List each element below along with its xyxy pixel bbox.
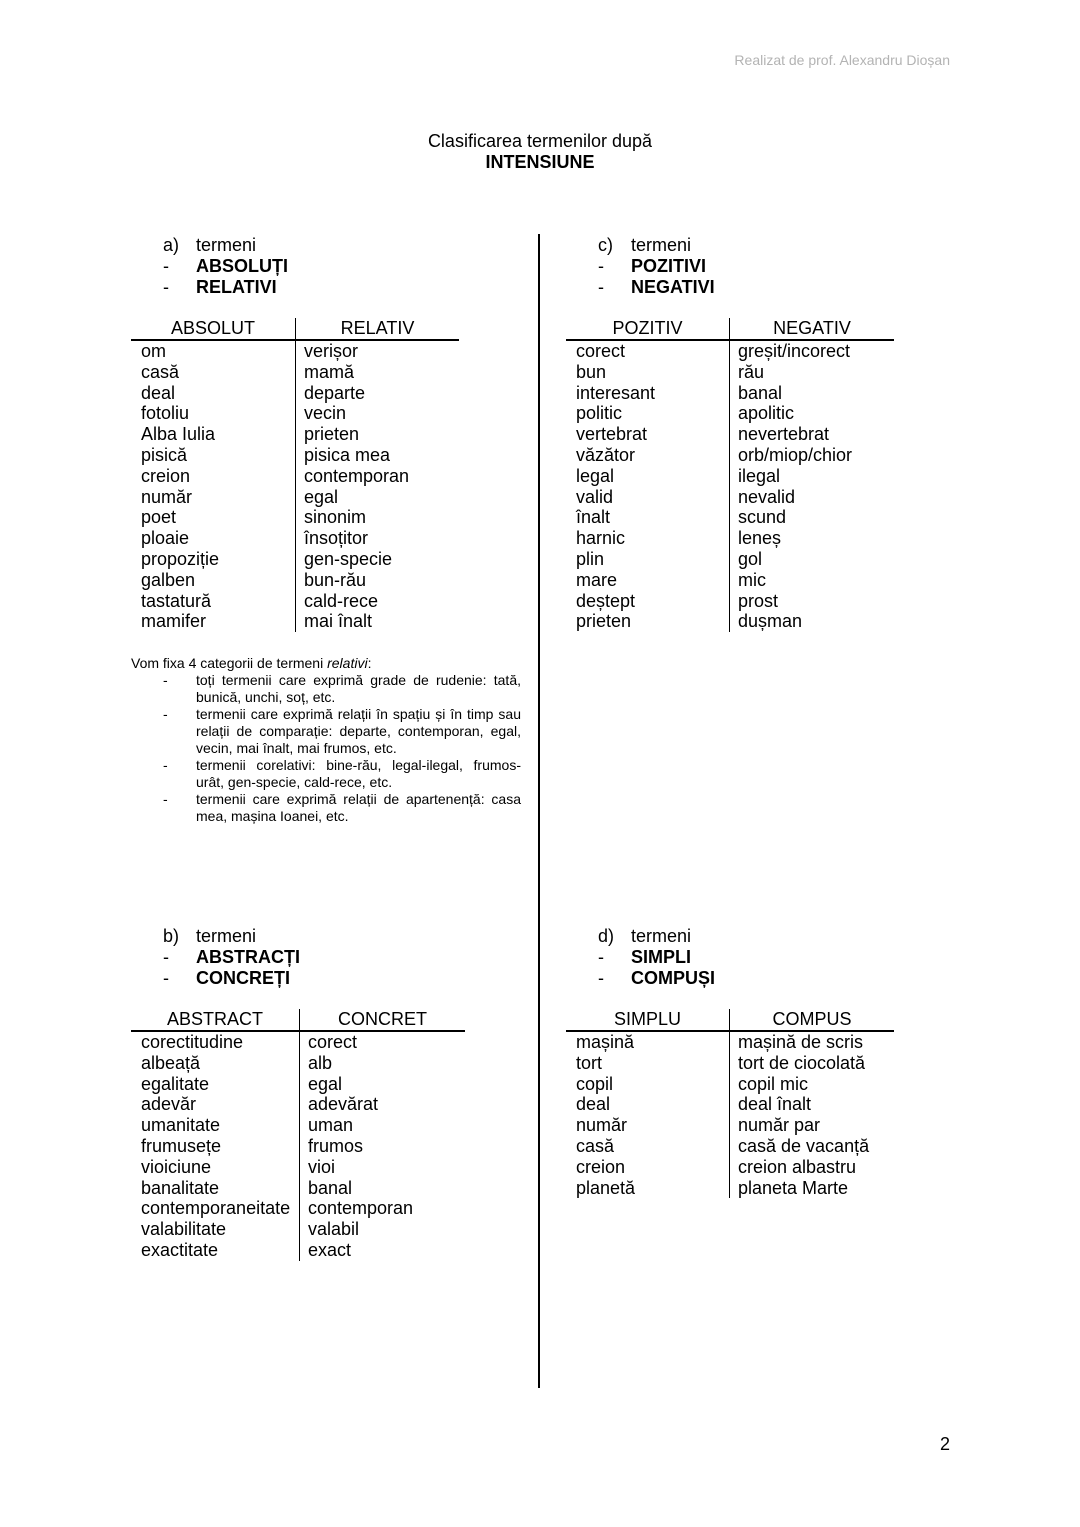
section-d-term: copil [576, 1073, 614, 1094]
section-b-counterpart: adevărat [300, 1094, 466, 1115]
section-a-row [131, 591, 459, 612]
section-d-term: casă [576, 1135, 615, 1156]
section-a-intro: termeni [196, 235, 257, 255]
section-b-row [131, 1031, 465, 1053]
section-b [130, 926, 300, 989]
section-a-counterpart: pisica mea [296, 445, 460, 466]
section-a-col1-header: ABSOLUT [131, 318, 296, 340]
section-b-counterpart: vioi [300, 1157, 466, 1178]
section-d-col2-header: COMPUS [730, 1009, 895, 1031]
section-c [565, 235, 715, 298]
section-b-counterpart: valabil [300, 1219, 466, 1240]
section-a-row [131, 362, 459, 383]
section-a-row [131, 528, 459, 549]
section-d-table-wrap [566, 1009, 894, 1198]
notes-item-text: toți termenii care exprimă grade de rudenie: tată, bunică, unchi, soț, etc. [196, 672, 521, 705]
notes-dash: - [163, 672, 168, 688]
section-a-counterpart: însoțitor [296, 528, 460, 549]
section-d-counterpart: deal înalt [730, 1094, 895, 1115]
section-a-table-wrap [131, 318, 459, 632]
section-c-row [566, 528, 894, 549]
section-b-row [131, 1157, 465, 1178]
section-b-item-2: CONCREȚI [196, 968, 290, 988]
section-a-counterpart: egal [296, 487, 460, 508]
section-b-row [131, 1178, 465, 1199]
section-a-term: propoziție [141, 548, 220, 569]
section-c-counterpart: apolitic [730, 403, 895, 424]
section-c-counterpart: leneș [730, 528, 895, 549]
section-d-row [566, 1136, 894, 1157]
section-a-marker: a) [163, 235, 180, 255]
section-c-row [566, 466, 894, 487]
section-a-row [131, 383, 459, 404]
section-c-table-wrap [566, 318, 894, 632]
section-b-marker: b) [163, 926, 180, 946]
section-a-counterpart: gen-specie [296, 549, 460, 570]
section-c-term: interesant [576, 382, 656, 403]
notes-intro-suffix: : [367, 655, 372, 671]
section-d-row [566, 1115, 894, 1136]
section-b-table [131, 1009, 465, 1261]
section-c-term: legal [576, 465, 615, 486]
section-c-marker: c) [598, 235, 613, 255]
notes-dash: - [163, 706, 168, 722]
section-c-term: înalt [576, 507, 611, 528]
section-a-counterpart: mai înalt [296, 611, 460, 632]
section-a-counterpart: verișor [296, 340, 460, 362]
section-b-col1-header: ABSTRACT [131, 1009, 300, 1031]
section-c-counterpart: nevertebrat [730, 424, 895, 445]
section-b-counterpart: egal [300, 1074, 466, 1095]
section-d-counterpart: mașină de scris [730, 1031, 895, 1053]
notes-item [131, 706, 521, 757]
section-c-counterpart: scund [730, 507, 895, 528]
section-c-row [566, 403, 894, 424]
section-b-term: vioiciune [141, 1156, 212, 1177]
notes-item [131, 791, 521, 825]
page-title [0, 131, 1080, 173]
section-d-term: număr [576, 1115, 628, 1136]
section-b-row [131, 1136, 465, 1157]
section-a-counterpart: bun-rău [296, 570, 460, 591]
section-b-term: banalitate [141, 1177, 220, 1198]
section-c-term: deștept [576, 590, 636, 611]
section-b-row [131, 1198, 465, 1219]
section-b-counterpart: alb [300, 1053, 466, 1074]
section-d-row [566, 1074, 894, 1095]
section-c-row [566, 549, 894, 570]
section-d-counterpart: casă de vacanță [730, 1136, 895, 1157]
section-a-term: om [141, 341, 167, 361]
section-a-counterpart: mamă [296, 362, 460, 383]
section-b-table-wrap [131, 1009, 465, 1261]
section-c-row [566, 445, 894, 466]
section-a-term: Alba Iulia [141, 424, 216, 445]
section-a-row [131, 403, 459, 424]
section-b-counterpart: banal [300, 1178, 466, 1199]
section-a-row [131, 507, 459, 528]
section-c-row [566, 340, 894, 362]
section-b-row [131, 1053, 465, 1074]
section-d-marker: d) [598, 926, 615, 946]
section-c-term: prieten [576, 611, 632, 632]
section-c-counterpart: dușman [730, 611, 895, 632]
section-b-term: valabilitate [141, 1219, 227, 1240]
section-d-table [566, 1009, 894, 1198]
notes-item-text: termenii care exprimă relații de apartenență: casa mea, mașina Ioanei, etc. [196, 791, 521, 824]
section-c-col2-header: NEGATIV [730, 318, 895, 340]
section-b-term: contemporaneitate [141, 1198, 291, 1219]
section-d-row [566, 1053, 894, 1074]
section-d-counterpart: planeta Marte [730, 1178, 895, 1199]
section-b-counterpart: corect [300, 1031, 466, 1053]
section-a [130, 235, 288, 298]
section-c-term: politic [576, 403, 623, 424]
section-d-term: deal [576, 1094, 611, 1115]
section-a-term: deal [141, 382, 176, 403]
section-c-term: harnic [576, 528, 626, 549]
section-a-table [131, 318, 459, 632]
section-b-row [131, 1094, 465, 1115]
notes-item-text: termenii corelativi: bine-rău, legal-ilegal, frumos-urât, gen-specie, cald-rece, etc. [196, 757, 521, 790]
notes-item-text: termenii care exprimă relații în spațiu și în timp sau relații de comparație: departe, contemporan, egal, vecin, mai înalt, mai frumos, etc. [196, 706, 521, 756]
section-b-heading: b) termeni - ABSTRACȚI - CONCREȚI [130, 926, 300, 989]
section-a-term: tastatură [141, 590, 212, 611]
section-d-intro: termeni [631, 926, 692, 946]
section-c-counterpart: gol [730, 549, 895, 570]
section-c-term: vertebrat [576, 424, 648, 445]
section-c-counterpart: prost [730, 591, 895, 612]
section-c-term: valid [576, 486, 614, 507]
section-a-term: ploaie [141, 528, 190, 549]
section-d-counterpart: creion albastru [730, 1157, 895, 1178]
section-a-row [131, 340, 459, 362]
section-a-row [131, 424, 459, 445]
section-b-col2-header: CONCRET [300, 1009, 466, 1031]
section-d-row [566, 1094, 894, 1115]
section-c-item-1: POZITIVI [631, 256, 707, 276]
section-a-counterpart: vecin [296, 403, 460, 424]
section-b-item-1: ABSTRACȚI [196, 947, 300, 967]
section-a-term: fotoliu [141, 403, 190, 424]
section-d-term: tort [576, 1052, 603, 1073]
section-a-term: creion [141, 465, 191, 486]
section-c-row [566, 383, 894, 404]
section-b-term: egalitate [141, 1073, 210, 1094]
section-a-term: mamifer [141, 611, 207, 632]
section-c-col1-header: POZITIV [566, 318, 730, 340]
notes-list [131, 672, 521, 825]
section-a-heading: a) termeni - ABSOLUȚI - RELATIVI [130, 235, 288, 298]
section-b-term: albeață [141, 1052, 201, 1073]
section-d-counterpart: tort de ciocolată [730, 1053, 895, 1074]
section-c-counterpart: orb/miop/chior [730, 445, 895, 466]
section-a-item-1: ABSOLUȚI [196, 256, 288, 276]
section-c-table [566, 318, 894, 632]
section-c-counterpart: ilegal [730, 466, 895, 487]
section-b-counterpart: contemporan [300, 1198, 466, 1219]
section-c-row [566, 507, 894, 528]
section-a-row [131, 487, 459, 508]
section-d-heading: d) termeni - SIMPLI - COMPUȘI [565, 926, 715, 989]
section-b-term: umanitate [141, 1115, 221, 1136]
section-d-counterpart: număr par [730, 1115, 895, 1136]
section-a-item-2: RELATIVI [196, 277, 277, 297]
section-a-counterpart: prieten [296, 424, 460, 445]
section-c-counterpart: rău [730, 362, 895, 383]
section-b-row [131, 1240, 465, 1261]
section-c-term: mare [576, 569, 618, 590]
notes-intro [131, 655, 521, 672]
section-a-term: poet [141, 507, 177, 528]
page-number: 2 [939, 1434, 950, 1454]
section-a-row [131, 570, 459, 591]
section-b-counterpart: exact [300, 1240, 466, 1261]
section-a-counterpart: sinonim [296, 507, 460, 528]
section-c-term: corect [576, 341, 626, 361]
section-d-row [566, 1178, 894, 1199]
relative-terms-notes [131, 655, 521, 825]
section-c-term: văzător [576, 444, 636, 465]
notes-item [131, 672, 521, 706]
section-b-row [131, 1074, 465, 1095]
section-d-term: mașină [576, 1032, 635, 1052]
section-a-col2-header: RELATIV [296, 318, 460, 340]
section-d-term: planetă [576, 1177, 636, 1198]
section-b-term: exactitate [141, 1239, 219, 1260]
section-c-counterpart: nevalid [730, 487, 895, 508]
section-c-heading: c) termeni - POZITIVI - NEGATIVI [565, 235, 715, 298]
column-divider [538, 234, 540, 1388]
section-c-row [566, 424, 894, 445]
section-a-counterpart: contemporan [296, 466, 460, 487]
section-b-counterpart: frumos [300, 1136, 466, 1157]
section-a-row [131, 466, 459, 487]
section-d-row [566, 1031, 894, 1053]
section-d-counterpart: copil mic [730, 1074, 895, 1095]
section-d-row [566, 1157, 894, 1178]
section-c-term: bun [576, 361, 607, 382]
section-a-row [131, 611, 459, 632]
notes-dash: - [163, 757, 168, 773]
section-a-term: număr [141, 486, 193, 507]
section-a-term: pisică [141, 444, 188, 465]
section-a-counterpart: cald-rece [296, 591, 460, 612]
section-b-term: corectitudine [141, 1032, 244, 1052]
section-c-counterpart: greșit/incorect [730, 340, 895, 362]
section-a-counterpart: departe [296, 383, 460, 404]
section-b-counterpart: uman [300, 1115, 466, 1136]
section-c-intro: termeni [631, 235, 692, 255]
title-line-2: INTENSIUNE [485, 152, 595, 172]
notes-dash: - [163, 791, 168, 807]
section-c-row [566, 611, 894, 632]
section-a-term: casă [141, 361, 180, 382]
title-line-1: Clasificarea termenilor după [427, 131, 653, 151]
section-c-counterpart: mic [730, 570, 895, 591]
section-b-row [131, 1219, 465, 1240]
section-d-item-2: COMPUȘI [631, 968, 716, 988]
section-c-item-2: NEGATIVI [631, 277, 715, 297]
section-c-term: plin [576, 548, 605, 569]
section-c-row [566, 591, 894, 612]
notes-intro-emphasis: relativi [327, 655, 368, 671]
section-d-item-1: SIMPLI [631, 947, 692, 967]
section-d [565, 926, 715, 989]
section-d-term: creion [576, 1156, 626, 1177]
section-a-row [131, 445, 459, 466]
section-b-row [131, 1115, 465, 1136]
section-b-term: adevăr [141, 1094, 197, 1115]
section-b-term: frumusețe [141, 1135, 222, 1156]
header-note: Realizat de prof. Alexandru Dioșan [734, 52, 950, 68]
section-c-row [566, 362, 894, 383]
section-b-intro: termeni [196, 926, 257, 946]
notes-item [131, 757, 521, 791]
section-c-row [566, 487, 894, 508]
section-a-term: galben [141, 569, 196, 590]
section-d-col1-header: SIMPLU [566, 1009, 730, 1031]
section-a-row [131, 549, 459, 570]
section-c-counterpart: banal [730, 383, 895, 404]
section-c-row [566, 570, 894, 591]
notes-intro-prefix: Vom fixa 4 categorii de termeni [131, 655, 328, 671]
